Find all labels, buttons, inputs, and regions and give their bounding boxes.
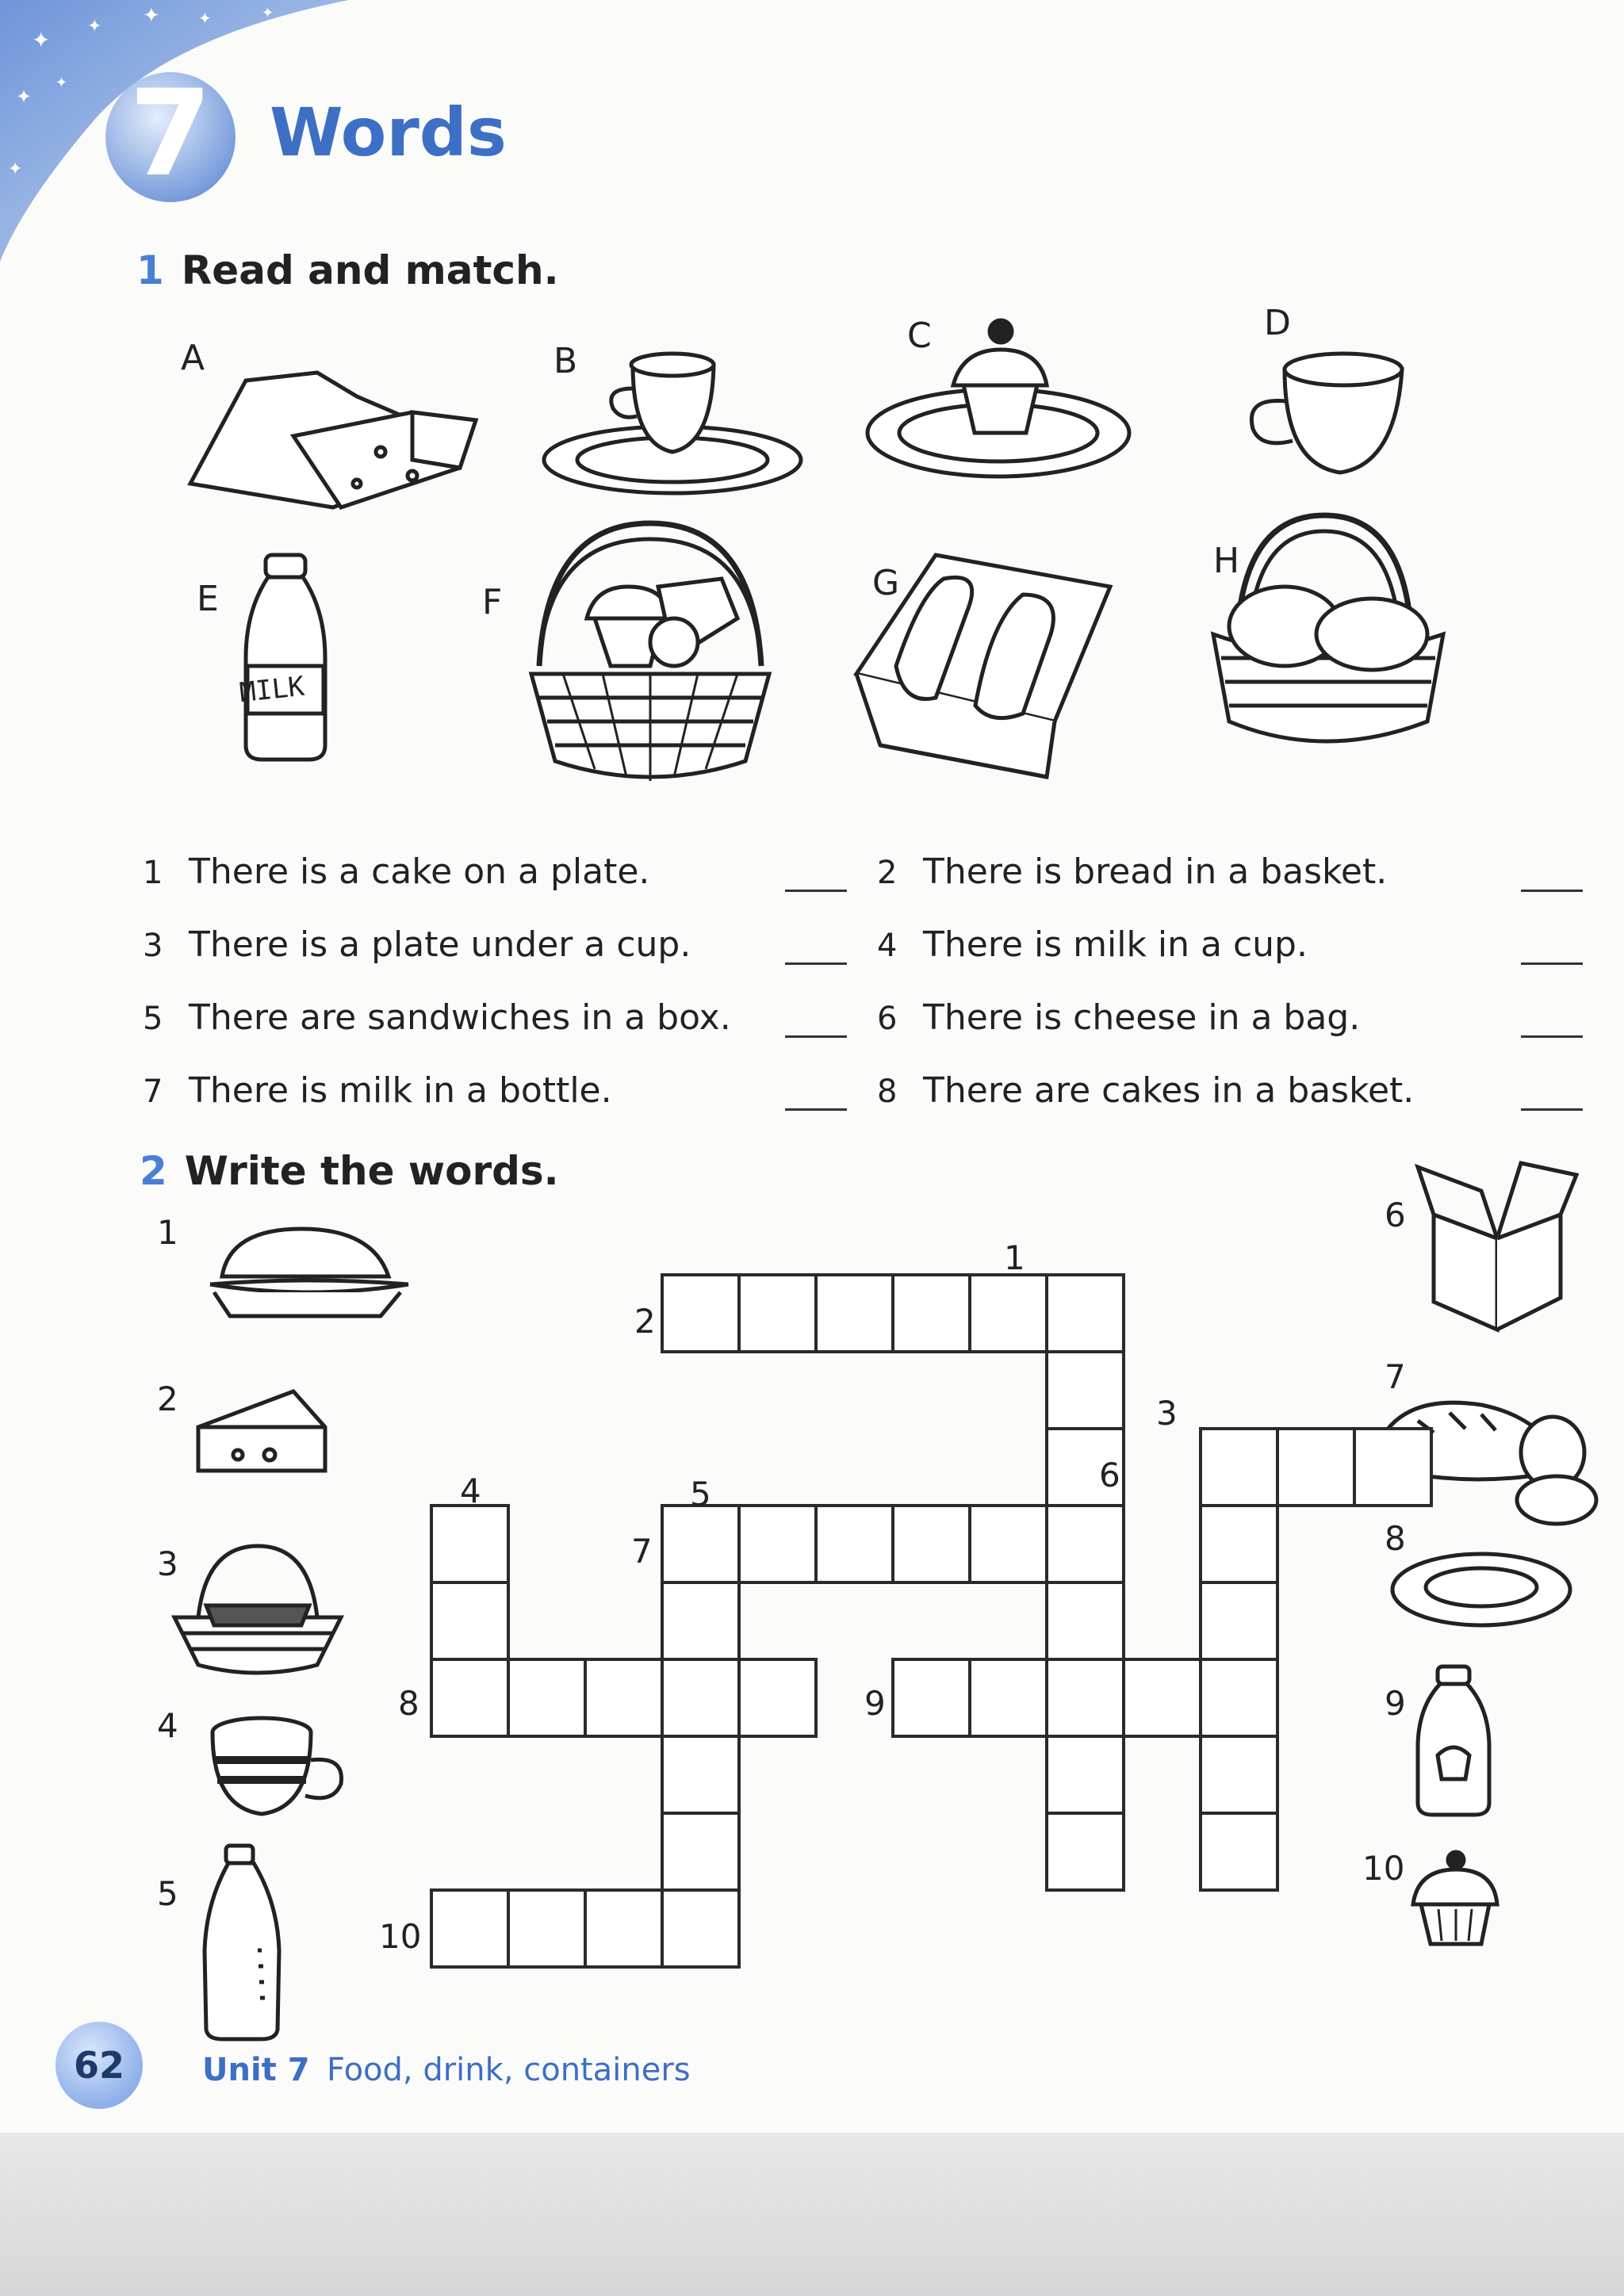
crossword-clue-number: 1 xyxy=(1004,1238,1025,1277)
crossword-cell[interactable] xyxy=(431,1890,508,1967)
crossword-cell[interactable] xyxy=(1047,1275,1124,1352)
crossword-cell[interactable] xyxy=(431,1506,508,1582)
exercise-2-number: 2 xyxy=(140,1148,167,1194)
crossword-cell[interactable] xyxy=(1201,1429,1277,1506)
crossword-cell[interactable] xyxy=(1047,1352,1124,1429)
crossword-cell[interactable] xyxy=(508,1659,585,1736)
footer-unit-label: Unit 7 xyxy=(202,2052,310,2088)
crossword-cell[interactable] xyxy=(739,1659,816,1736)
crossword-cell[interactable] xyxy=(893,1659,970,1736)
crossword-cell[interactable] xyxy=(662,1813,739,1890)
crossword-clue-number: 7 xyxy=(631,1532,653,1571)
page-title: Words xyxy=(270,94,507,171)
sentence-number: 7 xyxy=(143,1073,163,1110)
crossword-cell[interactable] xyxy=(970,1506,1047,1582)
svg-text:✦: ✦ xyxy=(262,5,274,21)
picture-label-a: A xyxy=(181,338,205,378)
sentence-text: There is milk in a cup. xyxy=(923,924,1308,965)
crossword-cell[interactable] xyxy=(508,1890,585,1967)
crossword-cell[interactable] xyxy=(816,1275,893,1352)
crossword-cell[interactable] xyxy=(1047,1659,1124,1736)
crossword-cell[interactable] xyxy=(970,1275,1047,1352)
sentence-text: There are sandwiches in a box. xyxy=(189,997,731,1038)
crossword-cell[interactable] xyxy=(1201,1813,1277,1890)
crossword-clue-number: 3 xyxy=(1156,1394,1178,1433)
sentence-text: There is milk in a bottle. xyxy=(189,1070,612,1111)
crossword-cell[interactable] xyxy=(662,1890,739,1967)
exercise-1-instruction: Read and match. xyxy=(181,247,559,293)
crossword-cell[interactable] xyxy=(1277,1429,1354,1506)
picture-number-5: 5 xyxy=(157,1874,178,1913)
picture-number-9: 9 xyxy=(1385,1684,1406,1723)
picture-label-g: G xyxy=(872,563,900,603)
crossword-clue-number: 6 xyxy=(1099,1456,1120,1494)
crossword-cell[interactable] xyxy=(1354,1429,1431,1506)
svg-text:✦: ✦ xyxy=(87,17,102,36)
crossword-clue-number: 9 xyxy=(864,1684,886,1723)
crossword-clue-number: 10 xyxy=(379,1917,422,1956)
picture-number-1: 1 xyxy=(157,1213,178,1252)
picture-number-6: 6 xyxy=(1385,1196,1406,1234)
picture-number-4: 4 xyxy=(157,1706,178,1745)
picture-label-d: D xyxy=(1264,303,1291,343)
footer-topic: Food, drink, containers xyxy=(327,2052,691,2088)
crossword-cell[interactable] xyxy=(1047,1582,1124,1659)
svg-text:✦: ✦ xyxy=(32,27,51,53)
crossword-cell[interactable] xyxy=(816,1506,893,1582)
sentence-number: 5 xyxy=(143,1001,163,1037)
sentence-text: There is bread in a basket. xyxy=(923,851,1388,892)
picture-number-8: 8 xyxy=(1385,1519,1406,1558)
unit-number: 7 xyxy=(128,65,213,203)
svg-text:✦: ✦ xyxy=(143,4,160,28)
crossword-clue-number: 2 xyxy=(634,1302,656,1341)
crossword-clue-number: 5 xyxy=(690,1475,711,1513)
exercise-1-number: 1 xyxy=(136,247,164,293)
crossword-cell[interactable] xyxy=(1047,1736,1124,1813)
crossword-cell[interactable] xyxy=(662,1582,739,1659)
crossword-cell[interactable] xyxy=(1124,1659,1201,1736)
sentence-number: 1 xyxy=(143,855,163,891)
crossword-cell[interactable] xyxy=(585,1659,662,1736)
svg-text:✦: ✦ xyxy=(198,9,212,28)
picture-label-c: C xyxy=(907,316,932,356)
crossword-clue-number: 8 xyxy=(398,1684,419,1723)
sentence-number: 8 xyxy=(877,1073,898,1110)
crossword-cell[interactable] xyxy=(431,1659,508,1736)
crossword-cell[interactable] xyxy=(1047,1813,1124,1890)
sentence-number: 6 xyxy=(877,1001,898,1037)
picture-label-e: E xyxy=(197,579,219,619)
crossword-clue-number: 4 xyxy=(460,1471,481,1510)
picture-number-2: 2 xyxy=(157,1380,178,1418)
crossword-cell[interactable] xyxy=(585,1890,662,1967)
sentence-number: 4 xyxy=(877,928,898,964)
crossword-cell[interactable] xyxy=(893,1506,970,1582)
milk-label: MILK xyxy=(238,670,306,710)
exercise-2-instruction: Write the words. xyxy=(184,1148,559,1194)
crossword-cell[interactable] xyxy=(739,1275,816,1352)
page-number: 62 xyxy=(73,2044,124,2087)
sentence-number: 2 xyxy=(877,855,898,891)
crossword-cell[interactable] xyxy=(662,1275,739,1352)
crossword-cell[interactable] xyxy=(1201,1582,1277,1659)
picture-number-10: 10 xyxy=(1362,1849,1405,1888)
picture-label-b: B xyxy=(553,341,578,381)
crossword-cell[interactable] xyxy=(431,1582,508,1659)
crossword-cell[interactable] xyxy=(662,1506,739,1582)
picture-label-f: F xyxy=(482,582,503,622)
crossword-cell[interactable] xyxy=(1047,1506,1124,1582)
sentence-text: There is cheese in a bag. xyxy=(923,997,1361,1038)
picture-label-h: H xyxy=(1213,541,1240,581)
svg-text:✦: ✦ xyxy=(8,159,23,179)
crossword-cell[interactable] xyxy=(970,1659,1047,1736)
sentence-text: There is a plate under a cup. xyxy=(189,924,691,965)
crossword-cell[interactable] xyxy=(662,1736,739,1813)
svg-text:✦: ✦ xyxy=(16,86,33,108)
crossword-cell[interactable] xyxy=(893,1275,970,1352)
sentence-text: There is a cake on a plate. xyxy=(189,851,650,892)
crossword-cell[interactable] xyxy=(1201,1659,1277,1736)
crossword-cell[interactable] xyxy=(662,1659,739,1736)
sentence-text: There are cakes in a basket. xyxy=(923,1070,1415,1111)
picture-number-7: 7 xyxy=(1385,1357,1406,1396)
sentence-number: 3 xyxy=(143,928,163,964)
picture-number-3: 3 xyxy=(157,1544,178,1583)
svg-text:✦: ✦ xyxy=(56,75,68,91)
crossword-cell[interactable] xyxy=(739,1506,816,1582)
crossword-cell[interactable] xyxy=(1201,1506,1277,1582)
crossword-cell[interactable] xyxy=(1201,1736,1277,1813)
